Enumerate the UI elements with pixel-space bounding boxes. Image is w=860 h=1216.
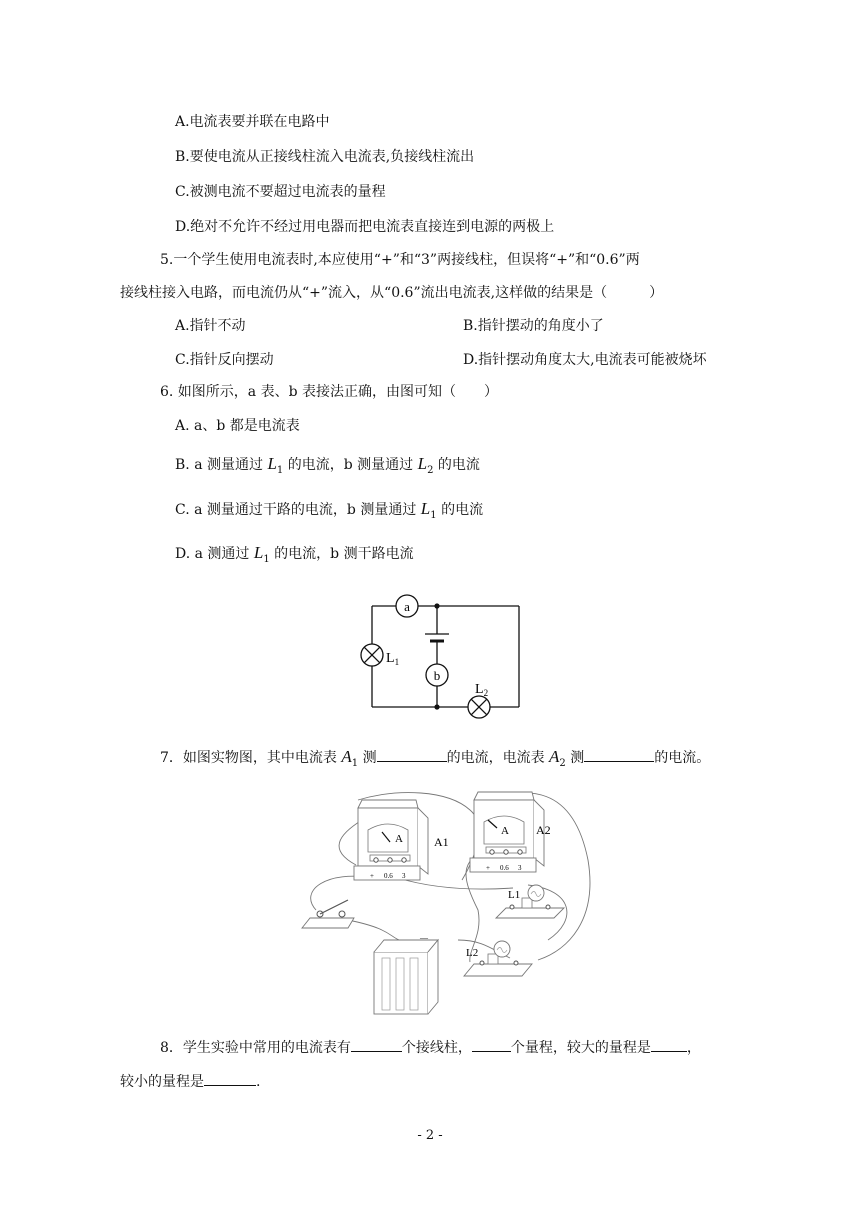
ammeter-a1-label: A1 — [434, 835, 449, 849]
q6-option-a: A. a、b 都是电流表 — [175, 418, 300, 434]
subscript: 1 — [276, 464, 284, 476]
q8-line2-text: 较小的量程是 — [120, 1074, 204, 1090]
subscript: 2 — [427, 464, 434, 476]
q6-option-d — [175, 543, 414, 570]
lamp-l1-label: $L_1$ — [386, 651, 400, 667]
meter-a — [396, 595, 418, 617]
q5-option-a: A.指针不动 — [175, 318, 246, 334]
battery-icon — [374, 933, 438, 1014]
lamp-l1-icon — [496, 885, 564, 918]
lamp-l1-label: L1 — [508, 889, 521, 901]
q6-option-d-post: 的电流，b 测干路电流 — [269, 546, 414, 562]
svg-text:—: — — [420, 933, 428, 942]
subscript: 1 — [351, 757, 359, 769]
ammeter-a1 — [354, 800, 428, 880]
symbol-l: L — [267, 454, 277, 473]
q4-option-d: D.绝对不允许不经过用电器而把电流表直接连到电源的两极上 — [175, 219, 555, 235]
q8-line1 — [160, 1037, 701, 1058]
junction-dot — [434, 603, 439, 608]
ammeter-a2-label: A2 — [536, 823, 551, 837]
svg-text:b: b — [433, 668, 441, 683]
q5-option-b: B.指针摆动的角度小了 — [463, 318, 604, 334]
q6-option-d-pre: D. a 测通过 — [175, 546, 254, 562]
q7-mid1: 测 — [358, 750, 377, 766]
answer-blank[interactable] — [651, 1037, 687, 1052]
svg-text:a: a — [404, 599, 410, 614]
subscript: 1 — [430, 509, 437, 521]
q8-part4: ， — [686, 1040, 701, 1056]
q6-option-b — [175, 454, 480, 481]
q6-circuit-diagram — [355, 592, 530, 722]
subscript: 2 — [559, 757, 566, 769]
symbol-a: A — [549, 747, 560, 766]
q4-option-c: C.被测电流不要超过电流表的量程 — [175, 184, 386, 200]
answer-blank[interactable] — [584, 747, 654, 762]
q6-option-b-post: 的电流 — [433, 457, 480, 473]
symbol-l: L — [253, 543, 264, 562]
symbol-l: L — [420, 499, 431, 518]
q6-option-c-pre: C. a 测量通过干路的电流，b 测量通过 — [175, 502, 421, 518]
svg-text:3: 3 — [402, 872, 406, 880]
lamp-l2-label: L2 — [466, 947, 479, 959]
q4-option-a: A.电流表要并联在电路中 — [175, 114, 330, 130]
svg-text:A: A — [501, 825, 509, 837]
junction-dot — [434, 704, 439, 709]
q7-apparatus-picture — [298, 790, 608, 1022]
page-number: - 2 - — [417, 1128, 443, 1143]
q6-option-b-mid: 的电流，b 测量通过 — [283, 457, 418, 473]
q6-stem: 6. 如图所示，a 表、b 表接法正确，由图可知（ ） — [160, 384, 499, 400]
q4-option-b: B.要使电流从正接线柱流入电流表,负接线柱流出 — [175, 149, 475, 165]
q7-mid2: 的电流，电流表 — [446, 750, 550, 766]
q8-line2 — [120, 1071, 260, 1092]
q8-end: . — [256, 1074, 261, 1090]
q7-stem — [160, 747, 710, 774]
meter-b — [426, 664, 448, 686]
lamp-l1-icon — [361, 644, 383, 666]
q8-part1: 8．学生实验中常用的电流表有 — [160, 1040, 351, 1056]
q6-option-c — [175, 499, 483, 526]
q5-option-c: C.指针反向摆动 — [175, 352, 274, 368]
svg-text:A: A — [395, 833, 403, 845]
svg-text:0.6: 0.6 — [384, 872, 393, 880]
symbol-l: L — [417, 454, 428, 473]
switch-icon — [302, 900, 354, 928]
answer-blank[interactable] — [204, 1071, 256, 1086]
symbol-a: A — [341, 747, 352, 766]
q5-option-d: D.指针摆动角度太大,电流表可能被烧坏 — [463, 352, 707, 368]
answer-blank[interactable] — [472, 1037, 511, 1052]
q5-stem-line1: 5.一个学生使用电流表时,本应使用“+”和“3”两接线柱，但误将“+”和“0.6”两 — [160, 252, 640, 268]
svg-text:+: + — [370, 872, 374, 880]
svg-text:3: 3 — [518, 864, 522, 872]
lamp-l2-icon — [468, 696, 490, 718]
q7-pre: 7．如图实物图，其中电流表 — [160, 750, 342, 766]
lamp-l2-label: $L_2$ — [475, 682, 489, 698]
answer-blank[interactable] — [377, 747, 447, 762]
svg-text:0.6: 0.6 — [500, 864, 509, 872]
q7-mid1: 测 — [565, 750, 585, 766]
q7-post: 的电流。 — [654, 750, 711, 766]
q5-stem-line2: 接线柱接入电路，而电流仍从“+”流入，从“0.6”流出电流表,这样做的结果是（ ） — [120, 285, 664, 301]
answer-blank[interactable] — [351, 1037, 402, 1052]
q6-option-c-post: 的电流 — [436, 502, 484, 518]
q6-option-b-pre: B. a 测量通过 — [175, 457, 268, 473]
q8-part2: 个接线柱， — [401, 1040, 472, 1056]
ammeter-a2 — [470, 792, 544, 872]
svg-text:+: + — [486, 864, 490, 872]
subscript: 1 — [263, 553, 270, 565]
q8-part3: 个量程，较大的量程是 — [510, 1040, 651, 1056]
